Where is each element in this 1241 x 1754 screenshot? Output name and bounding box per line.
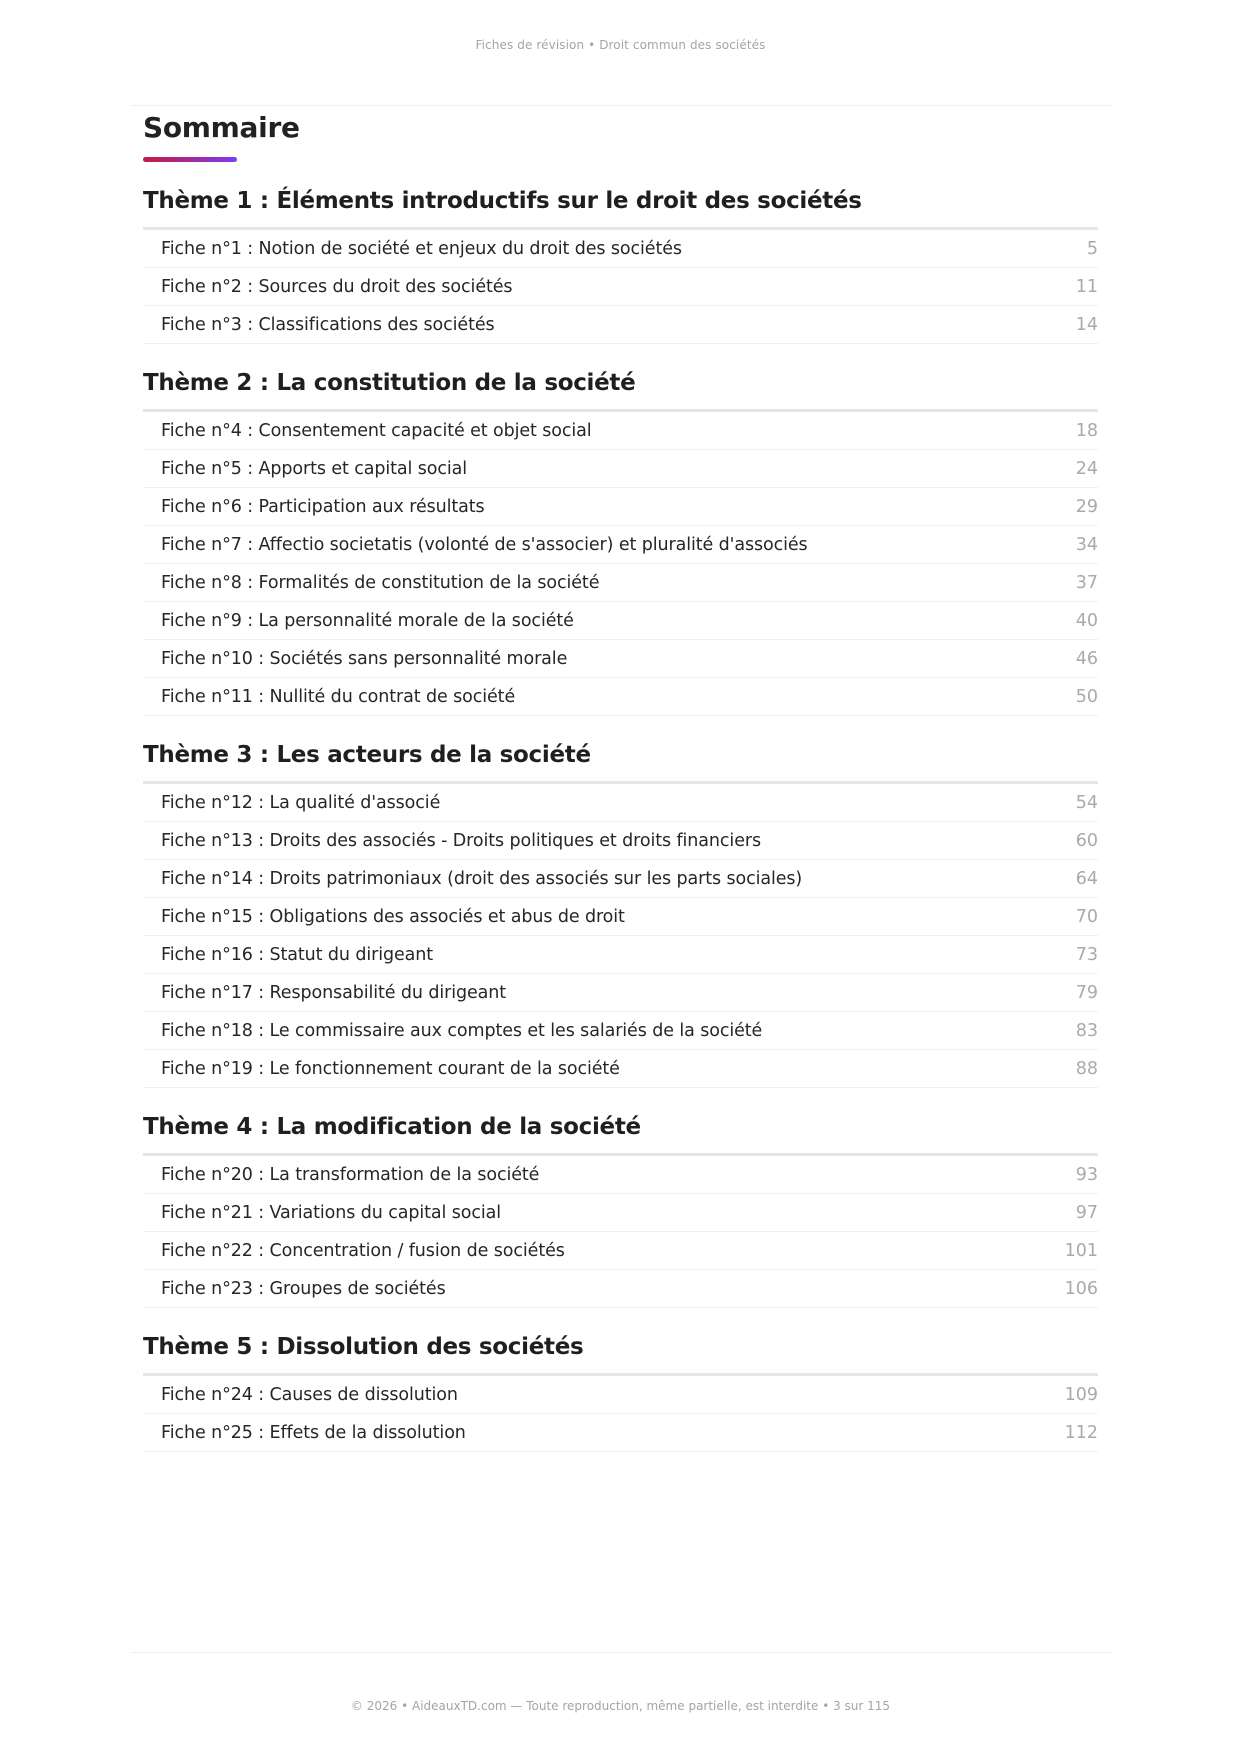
toc-entry-title: Fiche n°8 : Formalités de constitution de la société — [161, 572, 600, 593]
toc-entry[interactable] — [143, 822, 1098, 860]
toc-entry-title: Fiche n°15 : Obligations des associés et abus de droit — [161, 906, 625, 927]
toc-entry-title: Fiche n°9 : La personnalité morale de la société — [161, 610, 574, 631]
toc-entry[interactable] — [143, 1194, 1098, 1232]
toc-entry-page-number: 60 — [1075, 830, 1098, 851]
toc-entry-page-number: 101 — [1064, 1240, 1098, 1261]
toc-entry[interactable] — [143, 974, 1098, 1012]
theme-section — [143, 716, 1098, 1088]
theme-title: Thème 2 : La constitution de la société — [143, 344, 1098, 412]
theme-title: Thème 5 : Dissolution des sociétés — [143, 1308, 1098, 1376]
toc-entry[interactable] — [143, 1232, 1098, 1270]
toc-entry-title: Fiche n°23 : Groupes de sociétés — [161, 1278, 446, 1299]
toc-entry[interactable] — [143, 306, 1098, 344]
toc-entry-page-number: 88 — [1075, 1058, 1098, 1079]
theme-section — [143, 1088, 1098, 1308]
toc-entry-page-number: 70 — [1075, 906, 1098, 927]
toc-entry[interactable] — [143, 412, 1098, 450]
toc-entry-page-number: 112 — [1064, 1422, 1098, 1443]
toc-entry[interactable] — [143, 1050, 1098, 1088]
toc-entry-title: Fiche n°18 : Le commissaire aux comptes et les salariés de la société — [161, 1020, 763, 1041]
toc-entry[interactable] — [143, 1156, 1098, 1194]
toc-entry[interactable] — [143, 488, 1098, 526]
theme-title: Thème 4 : La modification de la société — [143, 1088, 1098, 1156]
toc-entry[interactable] — [143, 784, 1098, 822]
toc-entry-page-number: 37 — [1075, 572, 1098, 593]
toc-entry-page-number: 18 — [1075, 420, 1098, 441]
toc-entry-title: Fiche n°13 : Droits des associés - Droits politiques et droits financiers — [161, 830, 761, 851]
toc-entry[interactable] — [143, 450, 1098, 488]
toc-entry-page-number: 83 — [1075, 1020, 1098, 1041]
footer-divider — [130, 1652, 1112, 1653]
toc-entry-page-number: 93 — [1075, 1164, 1098, 1185]
toc-entry[interactable] — [143, 898, 1098, 936]
toc-entry-title: Fiche n°6 : Participation aux résultats — [161, 496, 485, 517]
toc-entry-title: Fiche n°24 : Causes de dissolution — [161, 1384, 458, 1405]
theme-title: Thème 3 : Les acteurs de la société — [143, 716, 1098, 784]
toc-entry-title: Fiche n°5 : Apports et capital social — [161, 458, 468, 479]
theme-section — [143, 344, 1098, 716]
toc-entry[interactable] — [143, 1414, 1098, 1452]
toc-entry[interactable] — [143, 1270, 1098, 1308]
toc-entry-page-number: 64 — [1075, 868, 1098, 889]
toc-entry-page-number: 40 — [1075, 610, 1098, 631]
toc-entry-page-number: 5 — [1086, 238, 1098, 259]
toc-entry[interactable] — [143, 230, 1098, 268]
theme-title: Thème 1 : Éléments introductifs sur le droit des sociétés — [143, 162, 1098, 230]
toc-entry-page-number: 50 — [1075, 686, 1098, 707]
toc-entry-title: Fiche n°19 : Le fonctionnement courant de la société — [161, 1058, 620, 1079]
theme-section — [143, 162, 1098, 344]
themes-list — [143, 162, 1098, 1452]
page-title: Sommaire — [143, 111, 300, 144]
toc-entry-page-number: 14 — [1075, 314, 1098, 335]
toc-entry-title: Fiche n°16 : Statut du dirigeant — [161, 944, 434, 965]
toc-entry[interactable] — [143, 526, 1098, 564]
toc-entry[interactable] — [143, 602, 1098, 640]
toc-entry-page-number: 46 — [1075, 648, 1098, 669]
toc-entry[interactable] — [143, 678, 1098, 716]
toc-entry-page-number: 54 — [1075, 792, 1098, 813]
theme-section — [143, 1308, 1098, 1452]
toc-entry-title: Fiche n°17 : Responsabilité du dirigeant — [161, 982, 507, 1003]
toc-entry-title: Fiche n°21 : Variations du capital social — [161, 1202, 502, 1223]
toc-entry[interactable] — [143, 936, 1098, 974]
toc-entry-title: Fiche n°22 : Concentration / fusion de sociétés — [161, 1240, 565, 1261]
toc-entry-page-number: 11 — [1075, 276, 1098, 297]
toc-entry[interactable] — [143, 1012, 1098, 1050]
toc-entry-page-number: 97 — [1075, 1202, 1098, 1223]
toc-entry-title: Fiche n°10 : Sociétés sans personnalité morale — [161, 648, 568, 669]
toc-entry-page-number: 79 — [1075, 982, 1098, 1003]
toc-entry-title: Fiche n°1 : Notion de société et enjeux du droit des sociétés — [161, 238, 682, 259]
toc-entry-title: Fiche n°14 : Droits patrimoniaux (droit des associés sur les parts sociales) — [161, 868, 803, 889]
toc-entry-title: Fiche n°25 : Effets de la dissolution — [161, 1422, 466, 1443]
toc-entry-title: Fiche n°3 : Classifications des sociétés — [161, 314, 495, 335]
header-divider — [130, 105, 1112, 106]
toc-entry-title: Fiche n°2 : Sources du droit des sociétés — [161, 276, 513, 297]
toc-entry[interactable] — [143, 860, 1098, 898]
page-header: Fiches de révision • Droit commun des sociétés — [475, 38, 766, 52]
toc-entry[interactable] — [143, 268, 1098, 306]
toc-entry-page-number: 73 — [1075, 944, 1098, 965]
toc-entry[interactable] — [143, 564, 1098, 602]
table-of-contents — [143, 108, 1098, 1452]
toc-entry-title: Fiche n°7 : Affectio societatis (volonté de s'associer) et pluralité d'associés — [161, 534, 808, 555]
toc-entry-title: Fiche n°20 : La transformation de la société — [161, 1164, 540, 1185]
toc-entry-page-number: 29 — [1075, 496, 1098, 517]
toc-entry[interactable] — [143, 640, 1098, 678]
toc-entry-page-number: 106 — [1064, 1278, 1098, 1299]
page-footer: © 2026 • AideauxTD.com — Toute reproduction, même partielle, est interdite • 3 sur 115 — [350, 1699, 891, 1713]
toc-entry-page-number: 109 — [1064, 1384, 1098, 1405]
toc-entry-title: Fiche n°12 : La qualité d'associé — [161, 792, 441, 813]
toc-entry-page-number: 24 — [1075, 458, 1098, 479]
toc-entry[interactable] — [143, 1376, 1098, 1414]
toc-entry-page-number: 34 — [1075, 534, 1098, 555]
toc-entry-title: Fiche n°4 : Consentement capacité et objet social — [161, 420, 592, 441]
toc-entry-title: Fiche n°11 : Nullité du contrat de société — [161, 686, 516, 707]
